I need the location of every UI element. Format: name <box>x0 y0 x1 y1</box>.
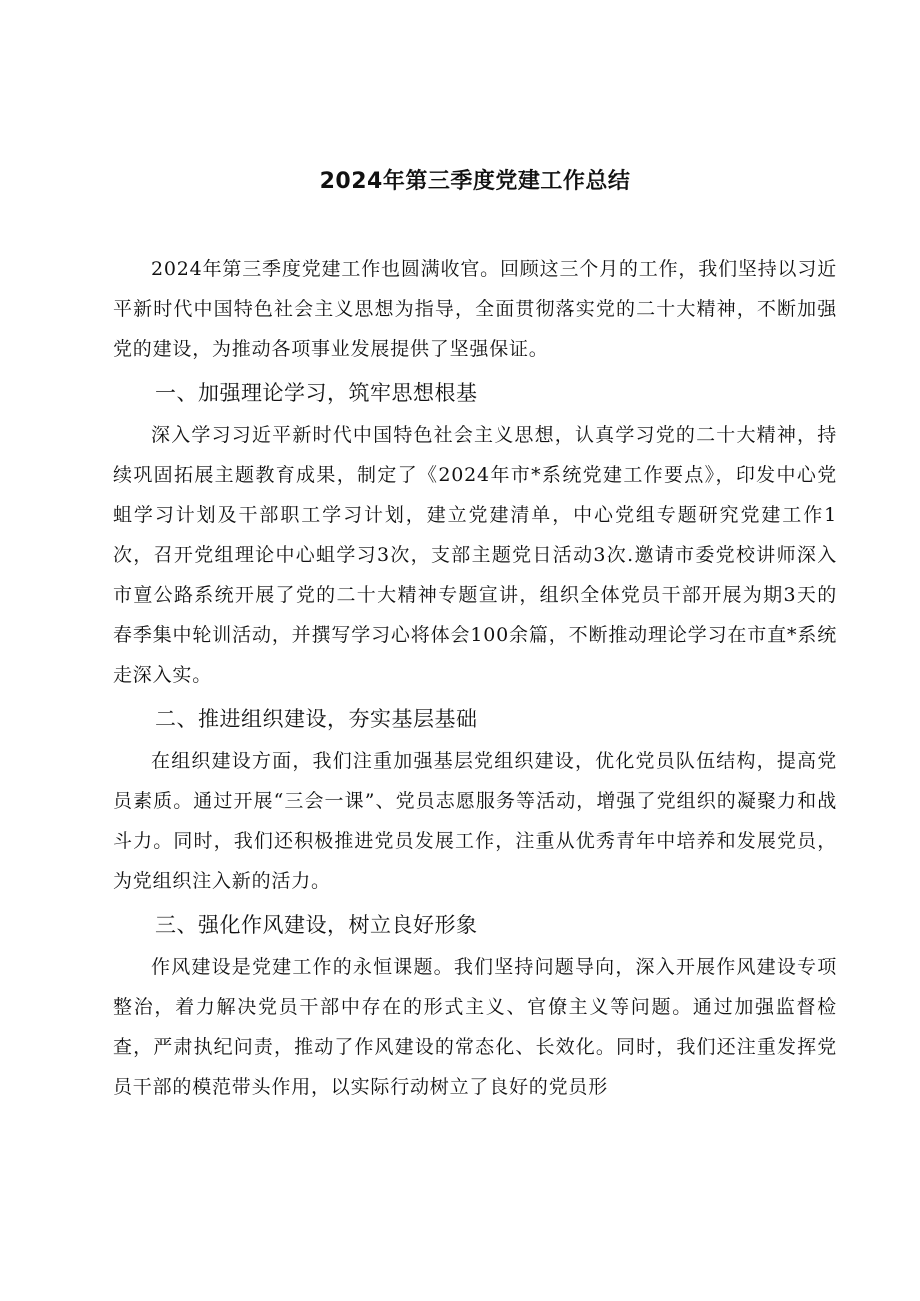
section-body: 深入学习习近平新时代中国特色社会主义思想，认真学习党的二十大精神，持续巩固拓展主题教育成果，制定了《2024年市*系统党建工作要点》，印发中心党蛆学习计划及干部职工学习计划，建立党建清单，中心党组专题研究党建工作1次，召开党组理论中心蛆学习3次，支部主题党日活动3次.邀请市委党校讲师深入市亶公路系统开展了党的二十大精神专题宣讲，组织全体党员干部开展为期3天的春季集中轮训活动，并撰写学习心将体会100余篇，不断推动理论学习在市直*系统走深入实。 <box>113 424 837 686</box>
section-2 <box>113 699 837 901</box>
section-heading: 三、强化作风建设，树立良好形象 <box>155 913 478 937</box>
section-1 <box>113 373 837 695</box>
document-title: 2024年第三季度党建工作总结 <box>319 169 631 194</box>
section-body: 在组织建设方面，我们注重加强基层党组织建设，优化党员队伍结构，提高党员素质。通过开展“三会一课”、党员志愿服务等活动，增强了党组织的凝聚力和战斗力。同时，我们还积极推进党员发展工作，注重从优秀青年中培养和发展党员，为党组织注入新的活力。 <box>113 750 837 892</box>
section-3 <box>113 905 837 1107</box>
section-body: 作风建设是党建工作的永恒课题。我们坚持问题导向，深入开展作风建设专项整治，着力解决党员干部中存在的形式主义、官僚主义等问题。通过加强监督检查，严肃执纪问责，推动了作风建设的常态化、长效化。同时，我们还注重发挥党员干部的模范带头作用，以实际行动树立了良好的党员形 <box>113 956 837 1098</box>
document-page <box>113 160 837 1107</box>
intro-paragraph: 2024年第三季度党建工作也圆满收官。回顾这三个月的工作，我们坚持以习近平新时代中国特色社会主义思想为指导，全面贯彻落实党的二十大精神，不断加强党的建设，为推动各项事业发展提供了坚强保证。 <box>113 258 837 360</box>
section-heading: 一、加强理论学习，筑牢思想根基 <box>155 381 478 405</box>
section-heading: 二、推进组织建设，夯实基层基础 <box>155 707 478 731</box>
